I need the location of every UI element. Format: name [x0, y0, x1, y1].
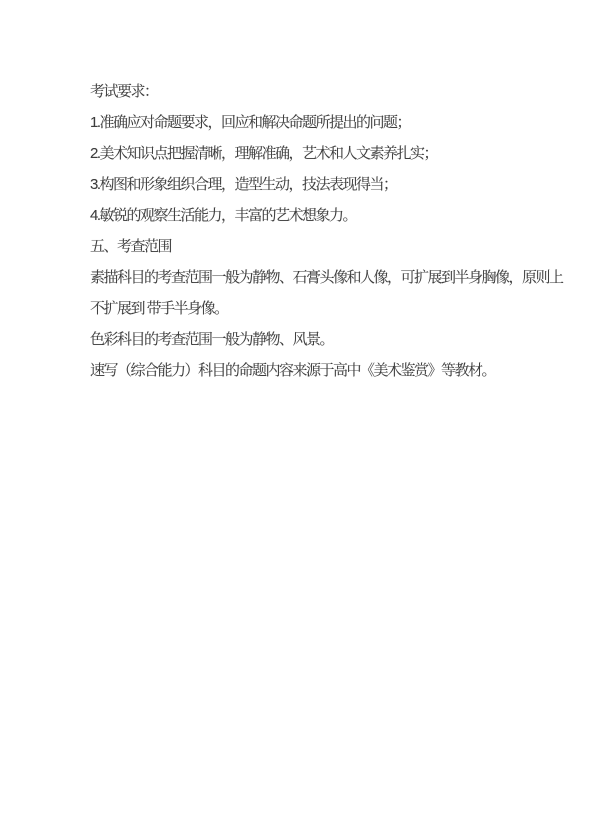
- text-line: 五、考查范围: [90, 238, 172, 255]
- text-line: 1.准确应对命题要求，回应和解决命题所提出的问题；: [90, 114, 411, 131]
- text-line: 不扩展到 带手半身像。: [90, 300, 228, 317]
- text-line: 2.美术知识点把握清晰，理解准确，艺术和人文素养扎实；: [90, 145, 438, 162]
- text-line: 色彩科目的考查范围一般为静物、风景。: [90, 331, 334, 348]
- text-line: 4.敏锐的观察生活能力，丰富的艺术想象力。: [90, 207, 357, 224]
- text-line: 3.构图和形象组织合理，造型生动，技法表现得当；: [90, 176, 397, 193]
- text-line: 速写（综合能力）科目的命题内容来源于高中《美术鉴赏》等教材。: [90, 362, 496, 379]
- document-text-block: [90, 76, 563, 386]
- text-line: 素描科目的考查范围一般为静物、石膏头像和人像，可扩展到半身胸像，原则上: [90, 269, 563, 286]
- text-line: 考试要求：: [90, 83, 158, 100]
